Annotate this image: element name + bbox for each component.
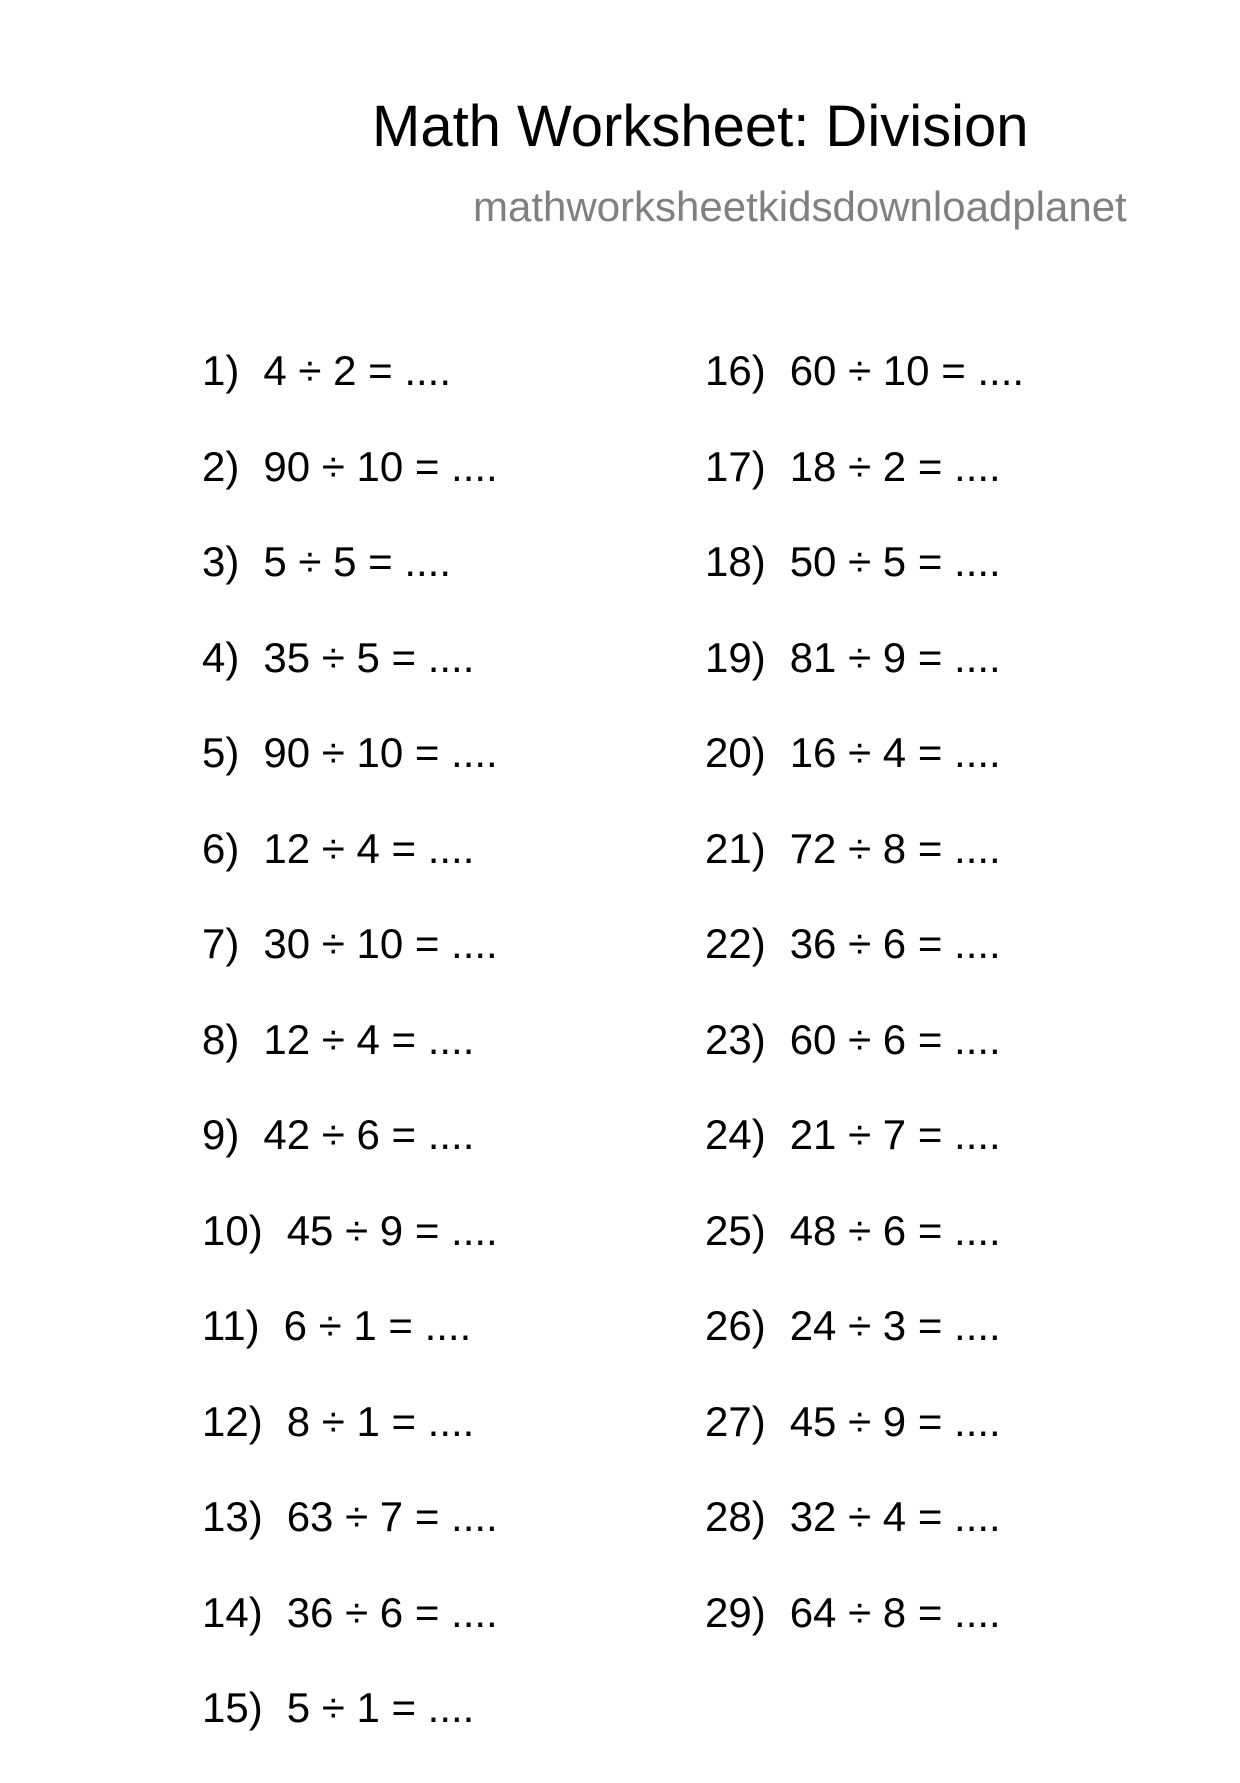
problem-number: 24)	[705, 1111, 766, 1158]
problem-number: 29)	[705, 1588, 766, 1636]
problem-number: 16)	[705, 347, 766, 394]
problem-item	[705, 1015, 1024, 1115]
problem-item	[202, 729, 498, 828]
problem-number: 18)	[705, 538, 766, 585]
problem-expression: 50 ÷ 5 = ....	[789, 538, 1001, 585]
problem-expression: 12 ÷ 4 = ....	[263, 824, 475, 872]
problem-item	[705, 824, 1024, 924]
problem-expression: 32 ÷ 4 = ....	[789, 1493, 1001, 1540]
problem-number: 11)	[202, 1302, 260, 1349]
problem-item	[202, 633, 498, 733]
problem-expression: 4 ÷ 2 = ....	[263, 347, 452, 394]
problem-item	[705, 1302, 1024, 1401]
problem-number: 6)	[202, 824, 240, 872]
problem-item	[705, 1588, 1024, 1688]
problem-number: 22)	[705, 920, 766, 967]
problem-column-right	[705, 347, 1025, 1687]
problem-number: 27)	[705, 1397, 766, 1445]
problem-expression: 16 ÷ 4 = ....	[789, 729, 1001, 776]
problem-expression: 36 ÷ 6 = ....	[286, 1588, 498, 1636]
problem-number: 5)	[202, 729, 240, 776]
problem-expression: 21 ÷ 7 = ....	[789, 1111, 1001, 1158]
problem-number: 12)	[202, 1397, 263, 1445]
problem-expression: 72 ÷ 8 = ....	[789, 824, 1001, 872]
problem-number: 28)	[705, 1493, 766, 1540]
problem-expression: 63 ÷ 7 = ....	[286, 1493, 498, 1540]
problem-expression: 90 ÷ 10 = ....	[263, 442, 498, 490]
problem-item	[705, 1397, 1024, 1497]
problem-number: 8)	[202, 1015, 240, 1063]
problem-expression: 5 ÷ 5 = ....	[263, 538, 452, 585]
problem-number: 13)	[202, 1493, 263, 1540]
problem-expression: 18 ÷ 2 = ....	[789, 442, 1001, 490]
problem-expression: 42 ÷ 6 = ....	[263, 1111, 475, 1158]
problem-number: 25)	[705, 1206, 766, 1254]
problem-expression: 90 ÷ 10 = ....	[263, 729, 498, 776]
problem-number: 19)	[705, 633, 766, 681]
problem-item	[705, 1493, 1024, 1592]
problem-item	[202, 1111, 498, 1210]
problem-item	[705, 442, 1024, 542]
problem-expression: 30 ÷ 10 = ....	[263, 920, 498, 967]
problem-expression: 5 ÷ 1 = ....	[286, 1684, 475, 1731]
problem-item	[705, 920, 1024, 1019]
problem-number: 17)	[705, 442, 766, 490]
problem-number: 23)	[705, 1015, 766, 1063]
problem-item	[202, 1493, 498, 1592]
problem-number: 26)	[705, 1302, 766, 1349]
problem-number: 15)	[202, 1684, 263, 1731]
problem-item	[705, 1111, 1024, 1210]
problem-expression: 60 ÷ 6 = ....	[789, 1015, 1001, 1063]
problem-number: 10)	[202, 1206, 263, 1254]
problem-item	[202, 1684, 498, 1783]
problem-expression: 45 ÷ 9 = ....	[286, 1206, 498, 1254]
problem-number: 9)	[202, 1111, 240, 1158]
worksheet-title: Math Worksheet: Division	[372, 94, 1029, 159]
problem-expression: 45 ÷ 9 = ....	[789, 1397, 1001, 1445]
problem-item	[705, 633, 1024, 733]
problem-item	[202, 538, 498, 637]
problem-number: 7)	[202, 920, 240, 967]
problem-item	[202, 920, 498, 1019]
problem-number: 1)	[202, 347, 240, 394]
problem-item	[202, 1206, 498, 1306]
problem-column-left	[202, 347, 498, 1783]
problem-item	[202, 1397, 498, 1497]
problem-item	[202, 1302, 498, 1401]
problem-item	[705, 347, 1025, 446]
problem-item	[705, 729, 1024, 828]
problem-expression: 36 ÷ 6 = ....	[789, 920, 1001, 967]
problem-expression: 48 ÷ 6 = ....	[789, 1206, 1001, 1254]
problem-number: 14)	[202, 1588, 263, 1636]
problem-item	[202, 347, 498, 446]
problem-expression: 6 ÷ 1 = ....	[283, 1302, 472, 1349]
problem-expression: 35 ÷ 5 = ....	[263, 633, 475, 681]
problem-expression: 64 ÷ 8 = ....	[789, 1588, 1001, 1636]
problem-expression: 8 ÷ 1 = ....	[286, 1397, 475, 1445]
problem-expression: 24 ÷ 3 = ....	[789, 1302, 1001, 1349]
problem-expression: 60 ÷ 10 = ....	[789, 347, 1025, 394]
problem-number: 2)	[202, 442, 240, 490]
problem-number: 21)	[705, 824, 766, 872]
problem-item	[202, 1015, 498, 1115]
problem-number: 20)	[705, 729, 766, 776]
problem-number: 3)	[202, 538, 240, 585]
problem-item	[705, 538, 1024, 637]
problem-item	[705, 1206, 1024, 1306]
problem-item	[202, 1588, 498, 1688]
worksheet-source: mathworksheetkidsdownloadplanet	[473, 183, 1127, 230]
problem-number: 4)	[202, 633, 240, 681]
problem-item	[202, 442, 498, 542]
problem-item	[202, 824, 498, 924]
problem-expression: 12 ÷ 4 = ....	[263, 1015, 475, 1063]
problem-expression: 81 ÷ 9 = ....	[789, 633, 1001, 681]
